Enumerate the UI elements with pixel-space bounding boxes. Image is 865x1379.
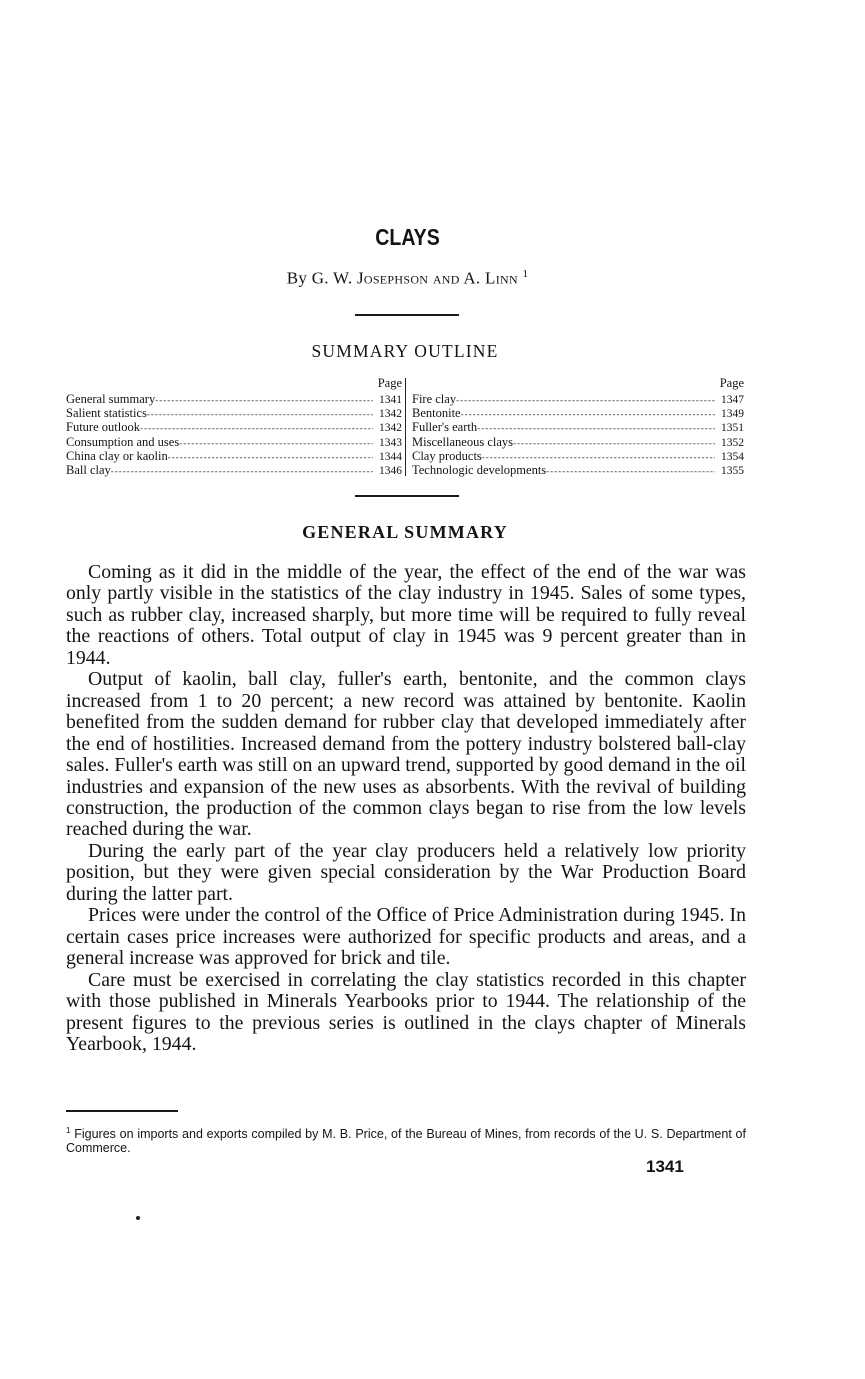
outline-entry [412,463,744,477]
leader-dots [111,463,373,477]
outline-entry-page: 1354 [721,450,744,463]
outline-entry-page: 1355 [721,464,744,477]
outline-entry-page: 1344 [379,450,402,463]
outline-entry-label: General summary [66,392,156,406]
byline-prefix: By [286,268,312,288]
footnote-text: Figures on imports and exports compiled by M. B. Price, of the Bureau of Mines, from records of the U. S. Department of Commerce. [66,1127,746,1156]
outline-column-right [412,376,744,477]
outline-entry-label: Future outlook [66,420,140,435]
paragraph: Care must be exercised in correlating the clay statistics recorded in this chapter with those published in Minerals Yearbooks prior to 1944. The relationship of the present figures to the previous series is outlined in the clays chapter of Minerals Yearbook, 1944. [66,968,746,1055]
outline-column-left [66,376,402,477]
divider-rule [355,495,459,497]
outline-entry [66,392,402,406]
general-summary-heading: GENERAL SUMMARY [302,522,508,542]
byline [0,268,815,289]
footnote [66,1124,746,1155]
leader-dots [179,435,373,449]
leader-dots [140,420,373,434]
leader-dots [461,406,715,420]
outline-entry-label: Consumption and uses [66,434,180,449]
outline-entry-label: Technologic developments [412,462,547,477]
outline-entry-page: 1346 [379,464,402,477]
outline-column-separator [405,378,406,476]
chapter-title: CLAYS [375,224,440,250]
leader-dots [155,392,373,406]
byline-authors: G. W. Josephson and A. Linn [311,268,518,288]
outline-entry [66,449,402,463]
paragraph: Coming as it did in the middle of the year, the effect of the end of the war was only partly visible in the statistics of the clay industry in 1945. Sales of some types, such as rubber clay, increased sharply, but more time will be required to fully reveal the reactions of others. Total output of clay in 1945 was 9 percent greater than in 1944. [66,561,746,669]
outline-entry-page: 1352 [721,436,744,449]
leader-dots [513,435,715,449]
leader-dots [168,449,373,463]
page-column-label: Page [377,376,402,390]
outline-entry [412,420,744,434]
outline-entry-label: Bentonite [412,406,461,421]
outline-entry-page: 1347 [721,394,744,406]
page-number: 1341 [646,1157,684,1176]
print-speck [136,1216,140,1220]
byline-footnote-ref: 1 [522,268,529,280]
leader-dots [477,420,715,434]
outline-entry [412,435,744,449]
footnote-rule [66,1110,178,1112]
divider-rule [355,314,459,316]
outline-entry-page: 1342 [379,408,402,421]
outline-entry [66,420,402,434]
outline-entry-page: 1341 [379,394,402,406]
outline-entry [412,449,744,463]
summary-outline-heading: SUMMARY OUTLINE [311,341,499,361]
outline-entry-page: 1343 [379,436,402,449]
outline-entry-label: Salient statistics [66,406,147,421]
outline-entry-label: Fuller's earth [412,420,478,435]
outline-entry-label: Miscellaneous clays [412,434,514,449]
outline-entry-page: 1351 [721,422,744,435]
outline-entry [66,463,402,477]
leader-dots [456,392,715,406]
outline-entry [412,406,744,420]
outline-entry [412,392,744,406]
leader-dots [482,449,715,463]
leader-dots [147,406,373,420]
leader-dots [546,463,715,477]
outline-entry [66,406,402,420]
footnote-mark: 1 [66,1126,71,1135]
general-summary-body [66,562,746,1055]
outline-entry-label: Clay products [412,448,482,463]
outline-entry-label: Ball clay [66,462,111,477]
paragraph: During the early part of the year clay producers held a relatively low priority position, but they were given special consideration by the War Production Board during the latter part. [66,839,746,905]
outline-entry [66,435,402,449]
outline-entry-page: 1349 [721,408,744,421]
outline-entry-label: China clay or kaolin [66,448,168,463]
outline-entry-page: 1342 [379,422,402,435]
outline-entry-label: Fire clay [412,392,457,406]
page-column-label: Page [719,376,744,390]
paragraph: Output of kaolin, ball clay, fuller's earth, bentonite, and the common clays increased from 1 to 20 percent; a new record was attained by bentonite. Kaolin benefited from the sudden demand for rubber clay that developed immediately after the end of hostilities. Increased demand from the pottery industry bolstered ball-clay sales. Fuller's earth was still on an upward trend, supported by good demand in the oil industries and expansion of the new uses as absorbents. With the revival of building construction, the production of the common clays began to rise from the low levels reached during the war. [66,668,746,841]
paragraph: Prices were under the control of the Office of Price Administration during 1945. In certain cases price increases were authorized for specific products and areas, and a general increase was approved for brick and tile. [66,904,746,970]
